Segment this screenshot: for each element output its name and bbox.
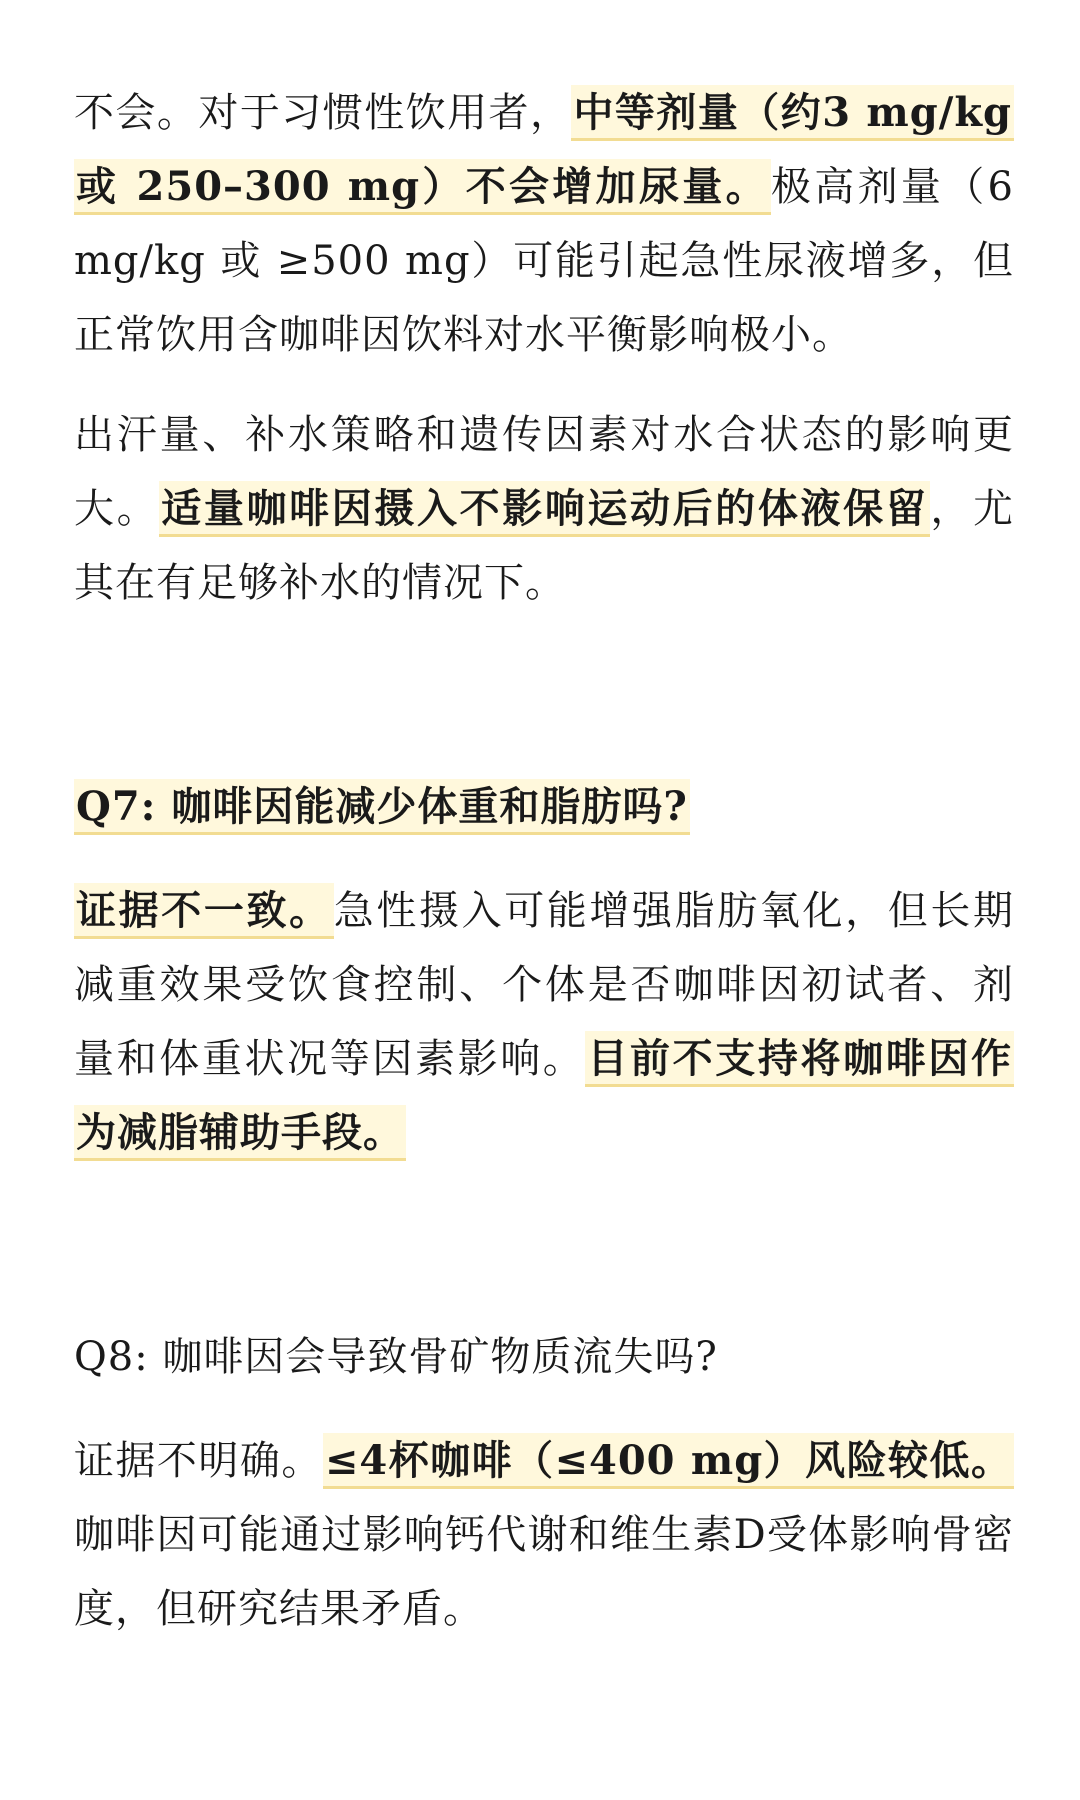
highlight-low-risk: ≤4杯咖啡（≤400 mg）风险较低。	[323, 1433, 1014, 1489]
paragraph-text: 出汗量、补水策略和遗传因素对水合状态的影响更大。	[74, 412, 1014, 532]
q8-title: Q8: 咖啡因会导致骨矿物质流失吗?	[74, 1334, 718, 1380]
paragraph-text: 急性摄入可能增强脂肪氧化，但长期减重效果受饮食控制、个体是否咖啡因初试者、剂量和体重状况等因素影响。	[74, 888, 1015, 1082]
paragraph-diuresis	[74, 76, 1014, 372]
q7-title: Q7: 咖啡因能减少体重和脂肪吗?	[74, 779, 690, 835]
highlight-fluid-retention: 适量咖啡因摄入不影响运动后的体液保留	[159, 481, 930, 537]
answer-q7	[74, 874, 1014, 1170]
question-heading-q7	[74, 770, 1014, 844]
paragraph-text: 极高剂量（6 mg/kg 或 ≥500 mg）可能引起急性尿液增多，但正常饮用含咖啡因饮料对水平衡影响极小。	[74, 164, 1014, 358]
answer-q8	[74, 1424, 1014, 1646]
highlight-moderate-dose: 中等剂量（约3 mg/kg 或 250–300 mg）不会增加尿量。	[74, 85, 1014, 215]
highlight-not-supported: 目前不支持将咖啡因作为减脂辅助手段。	[74, 1031, 1014, 1161]
paragraph-text: 证据不明确。	[74, 1438, 323, 1484]
paragraph-hydration	[74, 398, 1014, 620]
paragraph-text: 不会。对于习惯性饮用者，	[74, 90, 572, 136]
paragraph-text: 咖啡因可能通过影响钙代谢和维生素D受体影响骨密度，但研究结果矛盾。	[74, 1512, 1014, 1632]
article-body	[74, 76, 1014, 1646]
highlight-inconsistent-evidence: 证据不一致。	[74, 883, 334, 939]
paragraph-text: ，尤其在有足够补水的情况下。	[74, 486, 1015, 606]
question-heading-q8	[74, 1320, 1014, 1394]
